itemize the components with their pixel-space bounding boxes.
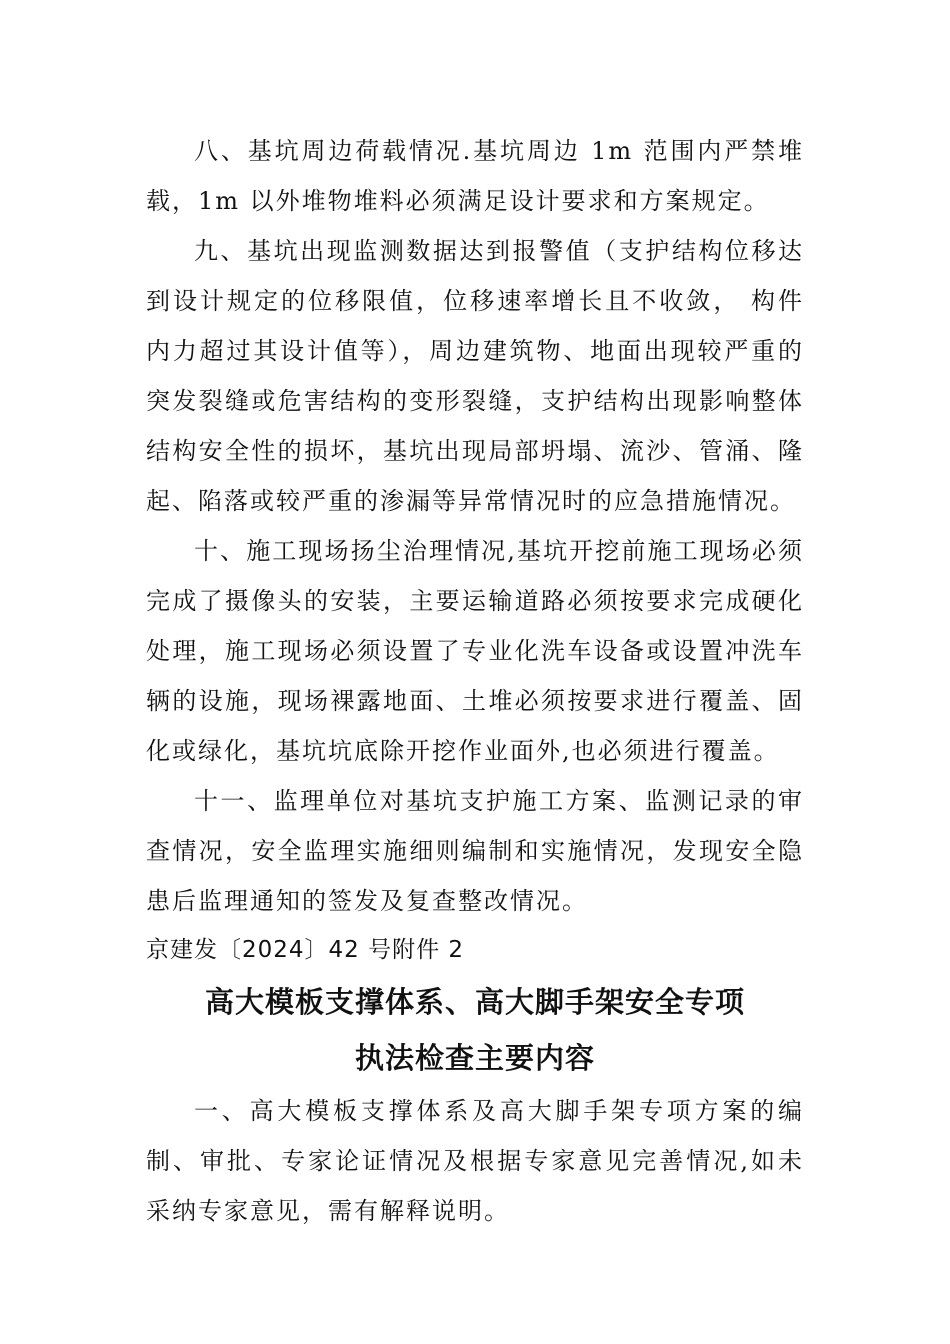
attachment-reference: 京建发〔2024〕42 号附件 2 [146, 937, 465, 963]
document-page [146, 126, 804, 1236]
paragraph-item-10: 十、施工现场扬尘治理情况,基坑开挖前施工现场必须完成了摄像头的安装，主要运输道路必须按要求完成硬化处理，施工现场必须设置了专业化洗车设备或设置冲洗车辆的设施，现场裸露地面、土堆必须按要求进行覆盖、固化或绿化，基坑坑底除开挖作业面外,也必须进行覆盖。 [146, 537, 804, 765]
paragraph-item-8: 八、基坑周边荷载情况.基坑周边 1m 范围内严禁堆载，1m 以外堆物堆料必须满足设计要求和方案规定。 [146, 137, 804, 215]
paragraph-item-9: 九、基坑出现监测数据达到报警值（支护结构位移达到设计规定的位移限值，位移速率增长且不收敛， 构件内力超过其设计值等），周边建筑物、地面出现较严重的突发裂缝或危害结构的变形裂缝，支护结构出现影响整体结构安全性的损坏，基坑出现局部坍塌、流沙、管涌、隆起、陷落或较严重的渗漏等异常情况时的应急措施情况。 [146, 237, 804, 515]
document-title-line-2: 执法检查主要内容 [354, 1041, 595, 1075]
paragraph-item-11: 十一、监理单位对基坑支护施工方案、监测记录的审查情况，安全监理实施细则编制和实施情况，发现安全隐患后监理通知的签发及复查整改情况。 [146, 787, 804, 915]
paragraph-item-1: 一、高大模板支撑体系及高大脚手架专项方案的编制、审批、专家论证情况及根据专家意见完善情况,如未采纳专家意见，需有解释说明。 [146, 1097, 804, 1225]
document-title-line-1: 高大模板支撑体系、高大脚手架安全专项 [204, 985, 745, 1019]
